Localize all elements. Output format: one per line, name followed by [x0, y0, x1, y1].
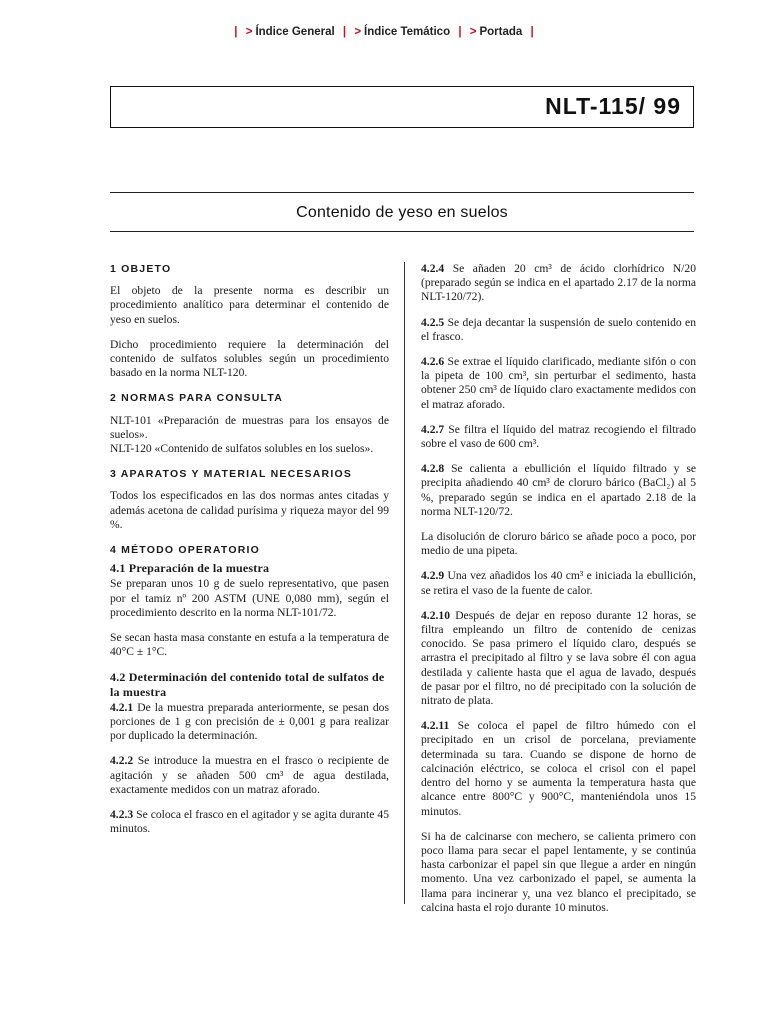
paragraph: Dicho procedimiento requiere la determinación del contenido de sulfatos solubles según un procedimiento basado en la norma NLT-120. [110, 337, 389, 380]
paragraph [421, 569, 696, 597]
clause-text: Se añaden 20 cm³ de ácido clorhídrico N/20 (preparado según se indica en el apartado 2.17 de la norma NLT-120/72). [421, 262, 697, 304]
clause-number: 4.2.8 [421, 462, 445, 476]
reference-line: NLT-101 «Preparación de muestras para los ensayos de suelos». [110, 413, 389, 441]
clause-number: 4.2.11 [421, 719, 450, 733]
clause-text: Se introduce la muestra en el frasco o recipiente de agitación y se añaden 500 cm³ de agua destilada, exactamente medidos con un matraz aforado. [110, 754, 389, 796]
clause-number: 4.2.3 [110, 808, 134, 822]
section-heading: 3 APARATOS Y MATERIAL NECESARIOS [110, 468, 353, 481]
right-column [421, 262, 696, 926]
paragraph [421, 462, 696, 519]
paragraph: La disolución de cloruro bárico se añade poco a poco, por medio de una pipeta. [421, 530, 696, 558]
clause-number: 4.2.10 [421, 608, 450, 622]
clause-number: 4.2.9 [421, 569, 445, 583]
paragraph: Si ha de calcinarse con mechero, se calienta primero con poco llama para secar el papel lentamente, y se continúa hasta carbonizar el papel sin que llegue a arder en ningún momento. Una vez carbonizado el papel, se aumenta la llama para incinerar y, una vez blanco el precipitado, se calcina hasta el rojo durante 10 minutos. [421, 829, 696, 914]
divider-top [110, 192, 694, 193]
paragraph [421, 719, 696, 818]
divider-bottom [110, 231, 694, 232]
nav-separator: | [458, 26, 462, 38]
section-heading: 2 NORMAS PARA CONSULTA [110, 392, 284, 405]
paragraph [110, 701, 389, 744]
nav-arrow-icon: > [469, 26, 477, 38]
subsection-heading: 4.1 Preparación de la muestra [110, 561, 270, 576]
clause-text: Se calienta a ebullición el líquido filtrado y se precipita añadiendo 40 cm³ de cloruro bárico (BaCl₂) al 5 %, preparado según se indica en el apartado 2.18 de la norma NLT-120/72. [421, 462, 696, 518]
nav-separator: | [530, 26, 534, 38]
clause-text: Se filtra el líquido del matraz recogiendo el filtrado sobre el vaso de 600 cm³. [421, 422, 696, 451]
paragraph: El objeto de la presente norma es describir un procedimiento analítico para determinar el contenido de yeso en suelos. [110, 284, 389, 326]
clause-number: 4.2.5 [421, 315, 445, 329]
norm-code: NLT-115/ 99 [545, 93, 681, 119]
paragraph [421, 355, 696, 412]
clause-number: 4.2.4 [421, 262, 445, 275]
clause-text: De la muestra preparada anteriormente, se pesan dos porciones de 1 g con precisión de ± 0,001 g para realizar por duplicado la determinación. [110, 700, 389, 743]
subsection-heading: 4.2 Determinación del contenido total de sulfatos de la muestra [110, 670, 385, 699]
column-separator [404, 262, 405, 904]
top-navigation [0, 26, 768, 38]
clause-number: 4.2.6 [421, 355, 445, 369]
clause-text: Después de dejar en reposo durante 12 horas, se filtra empleando un filtro de contenido de cenizas conocido. Se pasa primero el líquido claro, después se arrastra el precipitado al filtro y se lava sobre él con agua destilada y caliente hasta que el agua de lavado, después de pasar por el filtro, no dé precipitado con la solución de nitrato de plata. [421, 608, 696, 708]
paragraph: Se preparan unos 10 g de suelo representativo, que pasen por el tamiz nº 200 ASTM (UNE 0,080 mm), según el procedimiento descrito en la norma NLT-101/72. [110, 577, 389, 619]
clause-text: Una vez añadidos los 40 cm³ e iniciada la ebullición, se retira el vaso de la fuente de calor. [421, 569, 696, 597]
nav-separator: | [342, 26, 347, 38]
nav-link-portada[interactable] [470, 26, 523, 38]
clause-number: 4.2.1 [110, 700, 134, 714]
nav-link-indice-tematico[interactable] [354, 26, 450, 38]
paragraph [110, 754, 389, 797]
paragraph [421, 316, 696, 344]
nav-separator: | [234, 26, 238, 38]
nav-label-indice-general: Índice General [255, 26, 335, 38]
nav-arrow-icon: > [245, 26, 253, 38]
paragraph [421, 262, 696, 305]
left-column [110, 262, 389, 848]
section-heading: 4 MÉTODO OPERATORIO [110, 544, 260, 557]
norm-code-box [110, 86, 694, 128]
clause-text: Se extrae el líquido clarificado, mediante sifón o con la pipeta de 100 cm³, sin perturbar el sedimento, hasta obtener 250 cm³ de líquido claro exactamente medidos con el matraz aforado. [421, 355, 696, 411]
reference-line: NLT-120 «Contenido de sulfatos solubles en los suelos». [110, 442, 374, 456]
nav-link-indice-general[interactable] [246, 26, 335, 38]
paragraph [421, 609, 696, 708]
section-heading: 1 OBJETO [110, 263, 172, 275]
clause-number: 4.2.2 [110, 754, 134, 768]
clause-number: 4.2.7 [421, 422, 445, 436]
document-title: Contenido de yeso en suelos [296, 204, 508, 221]
paragraph [110, 808, 389, 836]
paragraph: Se secan hasta masa constante en estufa a la temperatura de 40°C ± 1°C. [110, 631, 389, 659]
nav-label-indice-tematico: Índice Temático [364, 26, 451, 38]
clause-text: Se deja decantar la suspensión de suelo contenido en el frasco. [421, 315, 696, 343]
nav-arrow-icon: > [354, 26, 362, 38]
clause-text: Se coloca el frasco en el agitador y se agita durante 45 minutos. [110, 808, 389, 836]
paragraph [421, 423, 696, 451]
paragraph: Todos los especificados en las dos normas antes citadas y además acetona de calidad purísima y riqueza mayor del 99 %. [110, 489, 389, 531]
clause-text: Se coloca el papel de filtro húmedo con el precipitado en un crisol de porcelana, previamente determinada su tara. Cuando se dispone de horno de calcinación eléctrico, se coloca el crisol con el papel dentro del horno y se aumenta la temperatura hasta que alcance entre 800°C y 900°C, manteniéndola unos 15 minutos. [421, 719, 696, 818]
nav-label-portada: Portada [479, 26, 523, 38]
